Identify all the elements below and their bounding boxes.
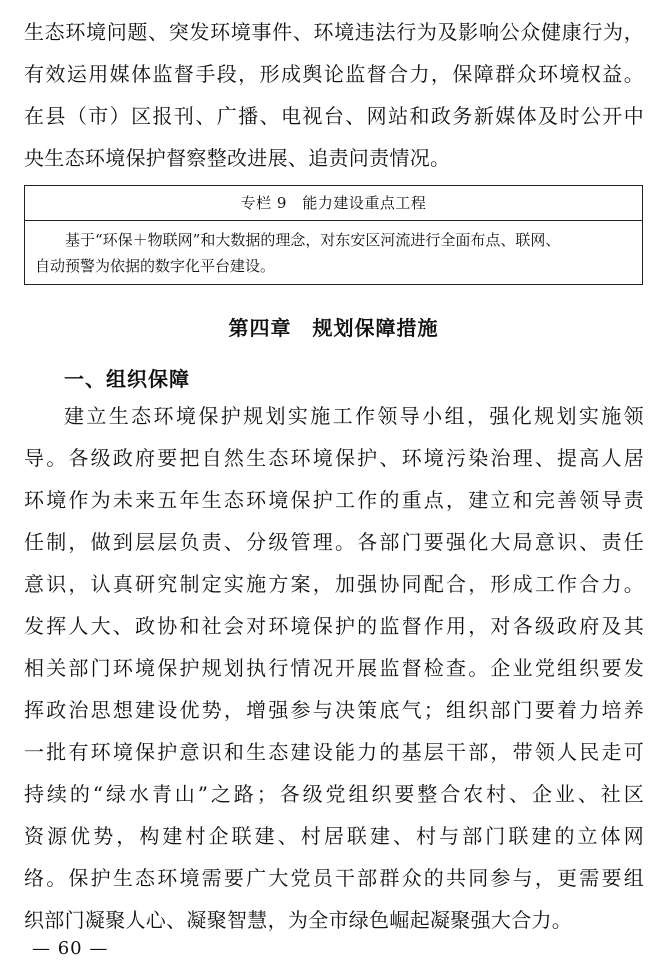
section-title: 一、组织保障 [64, 367, 190, 391]
column-box-line-1: 基于“环保＋物联网”和大数据的理念，对东安区河流进行全面布点、联网、 [35, 231, 561, 249]
body-line-5: 意识，认真研究制定实施方案，加强协同配合，形成工作合力。 [24, 572, 644, 596]
intro-line-1: 生态环境问题、突发环境事件、环境违法行为及影响公众健康行为， [24, 20, 644, 44]
column-box [24, 185, 643, 285]
column-box-line-2: 自动预警为依据的数字化平台建设。 [35, 257, 276, 275]
body-line-4: 任制，做到层层负责、分级管理。各部门要强化大局意识、责任 [24, 530, 644, 554]
body-line-6: 发挥人大、政协和社会对环境保护的监督作用，对各级政府及其 [24, 614, 644, 638]
body-line-8: 挥政治思想建设优势，增强参与决策底气；组织部门要着力培养 [24, 698, 644, 722]
body-line-9: 一批有环境保护意识和生态建设能力的基层干部，带领人民走可 [24, 740, 644, 764]
page-number: — 60 — [32, 938, 109, 959]
intro-line-4: 央生态环境保护督察整改进展、追责问责情况。 [24, 146, 451, 170]
body-line-7: 相关部门环境保护规划执行情况开展监督检查。企业党组织要发 [24, 656, 644, 680]
intro-line-3: 在县（市）区报刊、广播、电视台、网站和政务新媒体及时公开中 [24, 104, 644, 128]
intro-line-2: 有效运用媒体监督手段，形成舆论监督合力，保障群众环境权益。 [24, 62, 644, 86]
body-line-3: 环境作为未来五年生态环境保护工作的重点，建立和完善领导责 [24, 488, 644, 512]
chapter-title: 第四章 规划保障措施 [228, 316, 439, 340]
body-line-10: 持续的“绿水青山”之路；各级党组织要整合农村、企业、社区 [24, 782, 644, 806]
body-line-12: 络。保护生态环境需要广大党员干部群众的共同参与，更需要组 [24, 866, 644, 890]
body-line-2: 导。各级政府要把自然生态环境保护、环境污染治理、提高人居 [24, 446, 644, 470]
body-line-13: 织部门凝聚人心、凝聚智慧，为全市绿色崛起凝聚强大合力。 [24, 908, 573, 932]
body-line-1: 建立生态环境保护规划实施工作领导小组，强化规划实施领 [64, 404, 644, 428]
column-box-title: 专栏 9 能力建设重点工程 [25, 186, 642, 221]
body-line-11: 资源优势，构建村企联建、村居联建、村与部门联建的立体网 [24, 824, 644, 848]
